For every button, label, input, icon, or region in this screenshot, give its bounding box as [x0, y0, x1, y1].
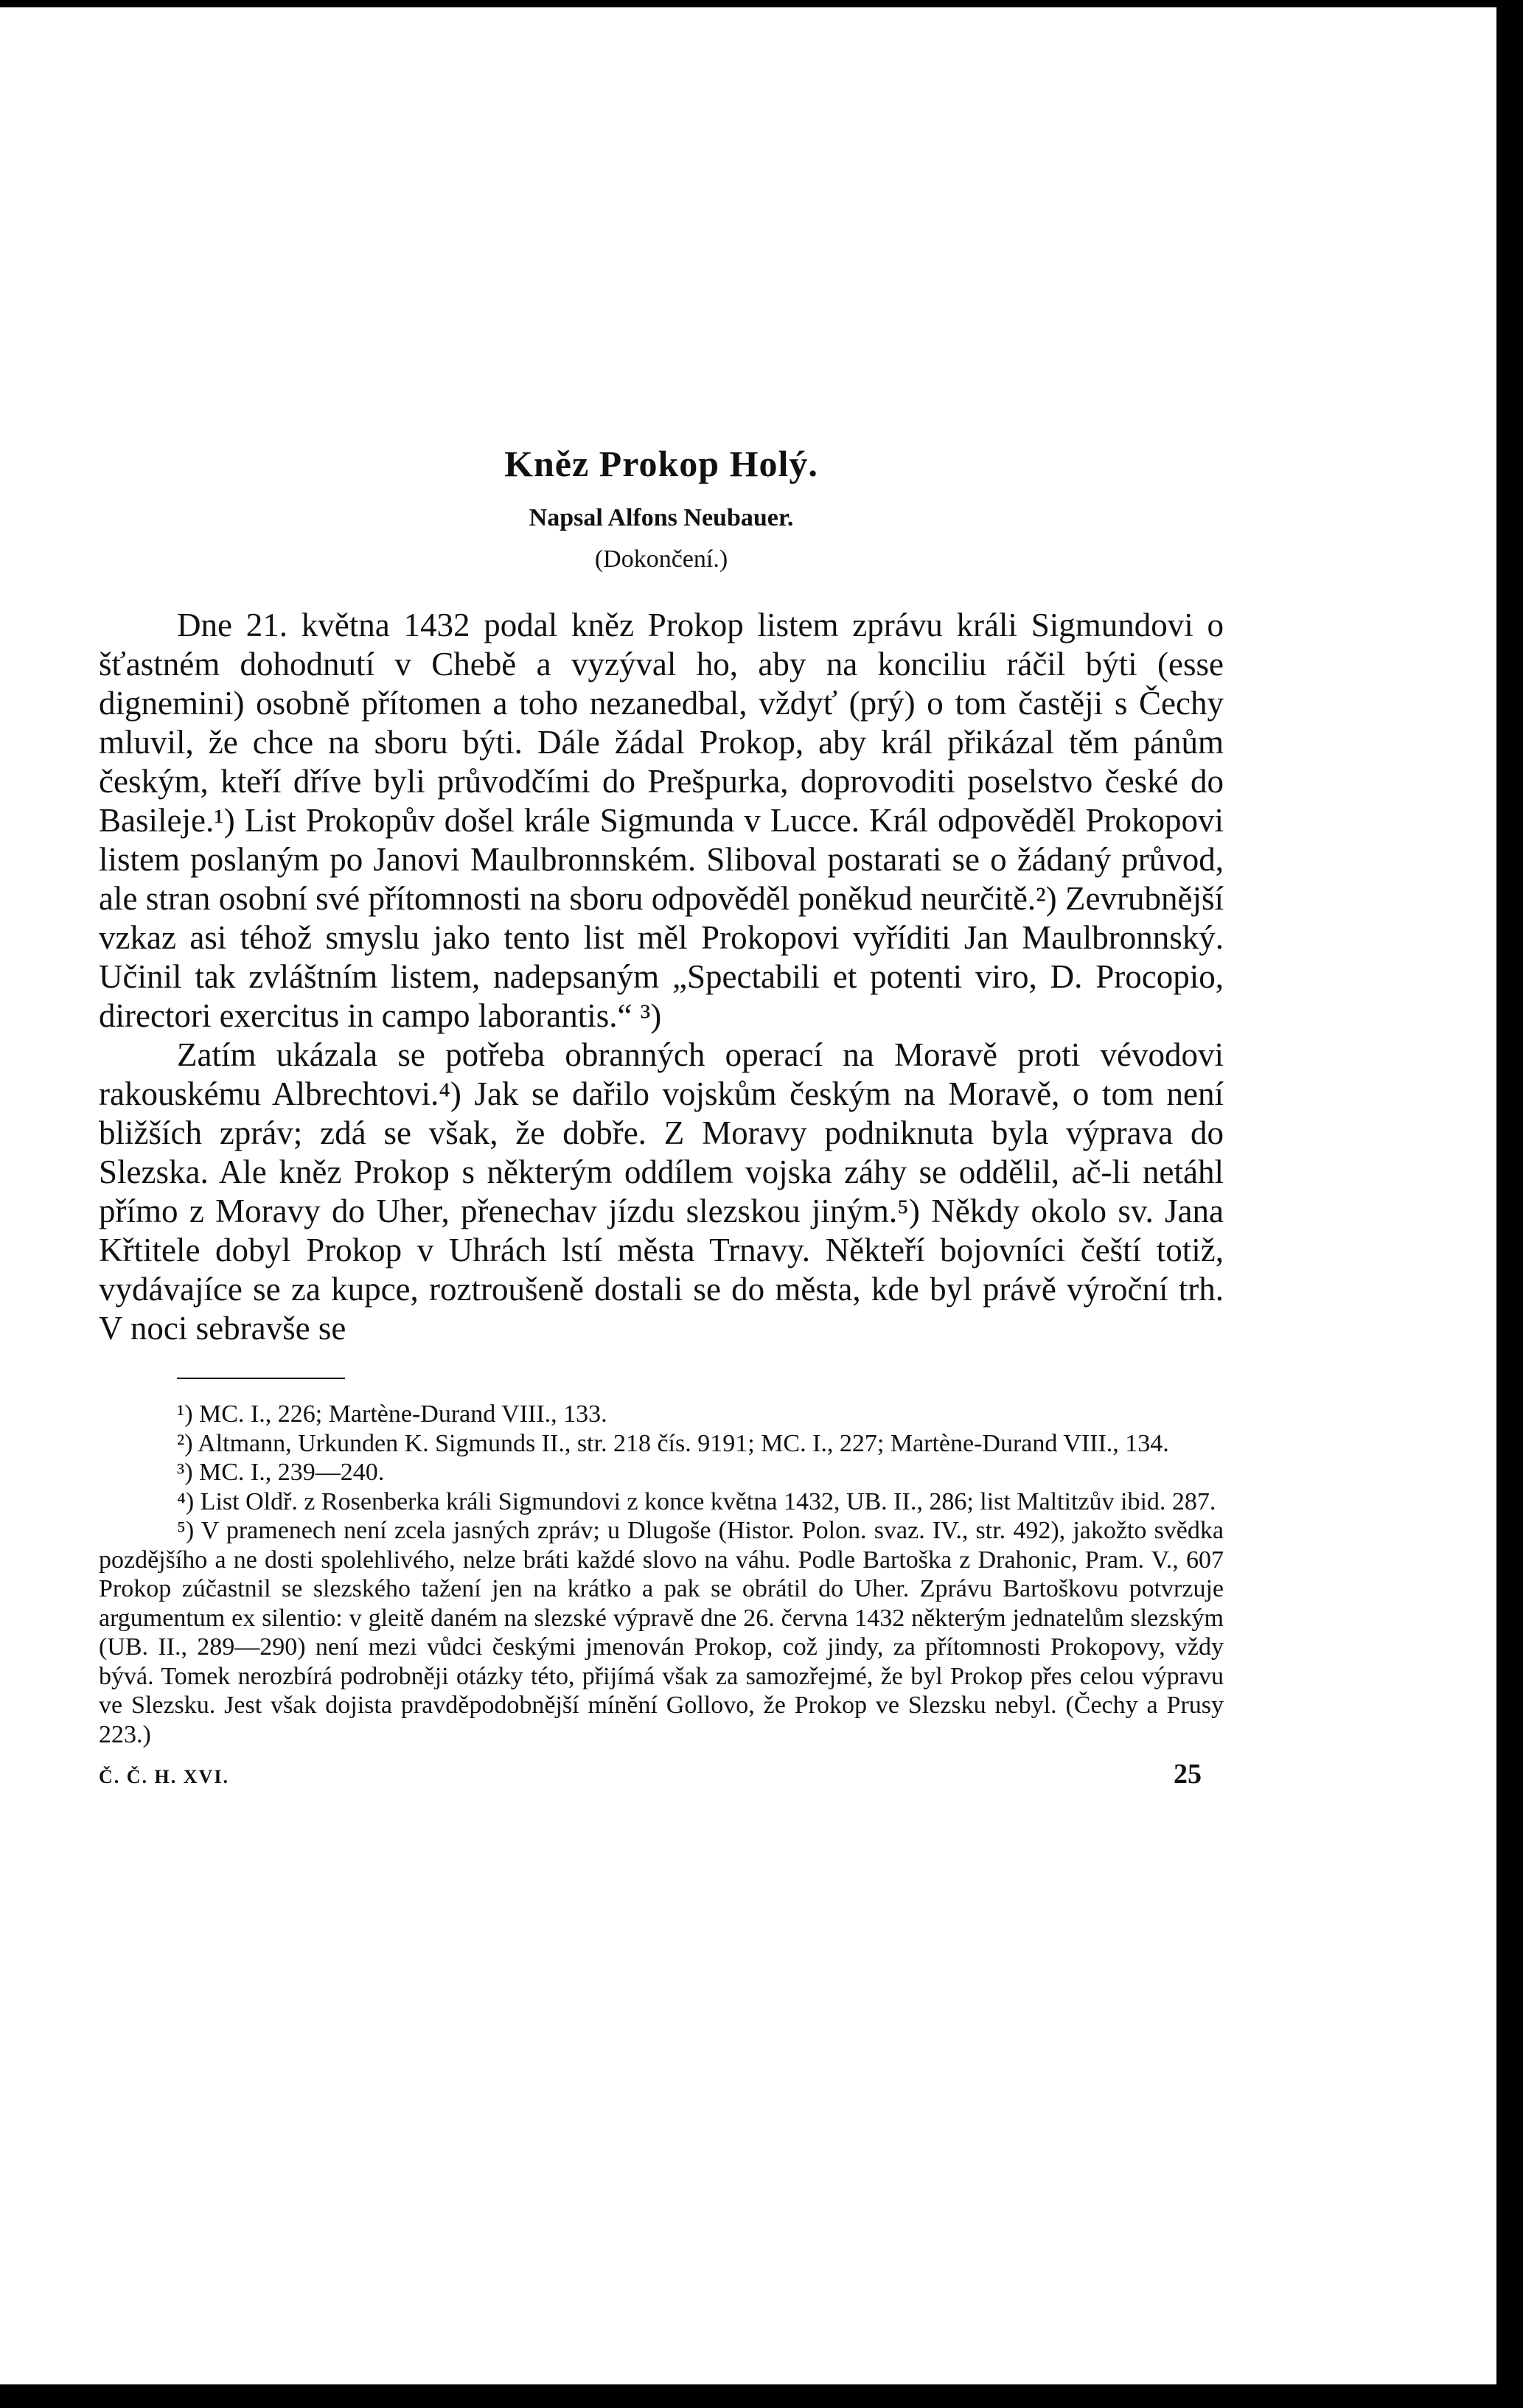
- footnote-1: ¹) MC. I., 226; Martène-Durand VIII., 133.: [177, 1400, 607, 1428]
- printer-signature: Č. Č. H. XVI.: [99, 1766, 229, 1787]
- paragraph-1: Dne 21. května 1432 podal kněz Prokop listem zprávu králi Sigmundovi o šťastném dohodnutí v Chebě a vyzýval ho, aby na konciliu ráčil býti (esse dignemini) osobně přítomen a toho nezanedbal, vždyť (prý) o tom častěji s Čechy mluvil, že chce na sboru býti. Dále žádal Prokop, aby král přikázal těm pánům českým, kteří dříve byli průvodčími do Prešpurka, doprovoditi poselstvo české do Basileje.¹) List Prokopův došel krále Sigmunda v Lucce. Král odpověděl Prokopovi listem poslaným po Janovi Maulbronnském. Sliboval postarati se o žádaný průvod, ale stran osobní své přítomnosti na sboru odpověděl poněkud neurčitě.²) Zevrubnější vzkaz asi téhož smyslu jako tento list měl Prokopovi vyříditi Jan Maulbronnský. Učinil tak zvláštním listem, nadepsaným „Spectabili et potenti viro, D. Procopio, directori exercitus in campo laborantis.“ ³): [99, 607, 1224, 1034]
- page-footer: [99, 1758, 1224, 1790]
- footnote-5: ⁵) V pramenech není zcela jasných zpráv; u Dlugoše (Histor. Polon. svaz. IV., str. 492), jakožto svědka pozdějšího a ne dosti spolehlivého, nelze bráti každé slovo na váhu. Podle Bartoška z Drahonic, Pram. V., 607 Prokop zúčastnil se slezského tažení jen na krátko a pak se obrátil do Uher. Zprávu Bartoškovu potvrzuje argumentum ex silentio: v gleitě daném na slezské výpravě dne 26. června 1432 některým jednatelům slezským (UB. II., 289—290) není mezi vůdci českými jmenován Prokop, což jindy, za přítomnosti Prokopovy, vždy bývá. Tomek nerozbírá podrobněji otázky této, přijímá však za samozřejmé, že byl Prokop přes celou výpravu ve Slezsku. Jest však dojista pravděpodobnější mínění Gollovo, že Prokop ve Slezsku nebyl. (Čechy a Prusy 223.): [99, 1517, 1224, 1748]
- footnote-2: ²) Altmann, Urkunden K. Sigmunds II., str. 218 čís. 9191; MC. I., 227; Martène-Durand VIII., 134.: [177, 1429, 1169, 1457]
- document-page: [99, 442, 1224, 1790]
- continuation-note: (Dokončení.): [594, 545, 728, 573]
- footnote-3: ³) MC. I., 239—240.: [177, 1459, 385, 1486]
- scan-border-top: [0, 0, 1523, 7]
- footnotes: [99, 1400, 1224, 1749]
- paragraph-2: Zatím ukázala se potřeba obranných operací na Moravě proti vévodovi rakouskému Albrechtovi.⁴) Jak se dařilo vojskům českým na Moravě, o tom není bližších zpráv; zdá se však, že dobře. Z Moravy podniknuta byla výprava do Slezska. Ale kněz Prokop s některým oddílem vojska záhy se oddělil, ač-li netáhl přímo z Moravy do Uher, přenechav jízdu slezskou jiným.⁵) Někdy okolo sv. Jana Křtitele dobyl Prokop v Uhrách lstí města Trnavy. Někteří bojovníci čeští totiž, vydávajíce se za kupce, roztroušeně dostali se do města, kde byl právě výroční trh. V noci sebravše se: [99, 1036, 1224, 1347]
- page-number: 25: [1174, 1759, 1202, 1790]
- footnote-divider: [177, 1378, 345, 1379]
- scan-border-bottom: [0, 2384, 1523, 2408]
- scan-border-right: [1496, 0, 1523, 2408]
- article-author: Napsal Alfons Neubauer.: [529, 504, 794, 531]
- footnote-4: ⁴) List Oldř. z Rosenberka králi Sigmundovi z konce května 1432, UB. II., 286; list Maltitzův ibid. 287.: [177, 1487, 1216, 1515]
- article-title: Kněz Prokop Holý.: [504, 443, 818, 484]
